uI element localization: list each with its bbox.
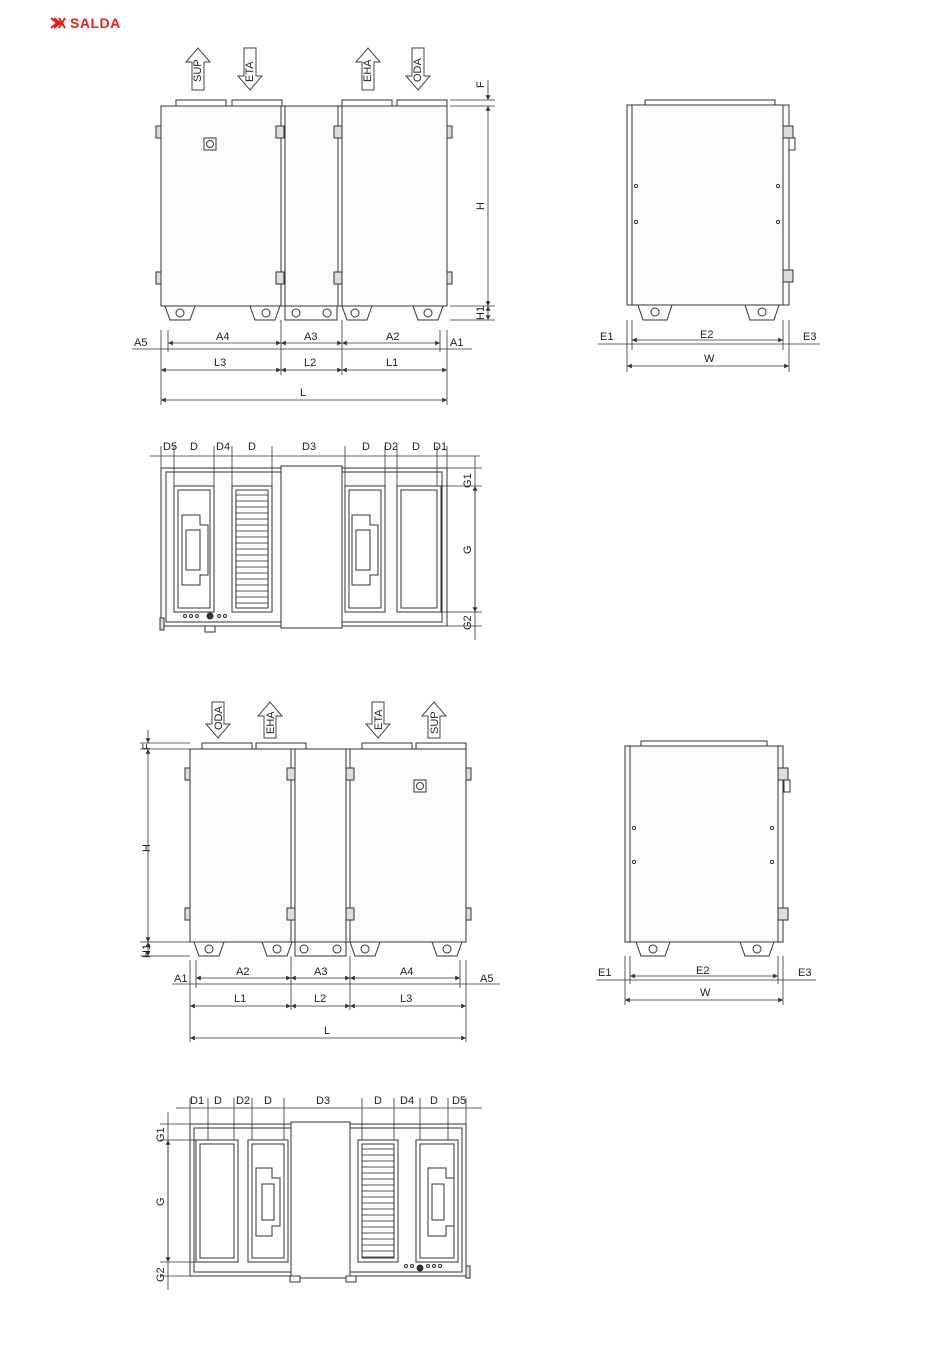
- dim-E3: E3: [803, 331, 817, 343]
- dim-A4: A4: [216, 331, 230, 343]
- dim-D2: D2: [384, 441, 399, 453]
- side-view-2: [625, 741, 790, 956]
- dim-G2: G2: [462, 615, 474, 630]
- dim-A4: A4: [400, 966, 414, 978]
- arrow-label: EHA: [362, 59, 374, 82]
- dim-D: D: [264, 1095, 272, 1107]
- arrow-label: SUP: [192, 59, 204, 82]
- arrow-label: SUP: [429, 711, 441, 734]
- plan-view-1: [160, 466, 447, 632]
- arrow-label: ETA: [244, 61, 256, 82]
- airflow-arrows-1: [186, 48, 430, 90]
- dim-D: D: [214, 1095, 222, 1107]
- dim-E3: E3: [798, 967, 812, 979]
- dim-F: F: [475, 81, 487, 88]
- dim-D3: D3: [302, 441, 317, 453]
- dim-L1: L1: [234, 993, 247, 1005]
- arrow-label: ODA: [412, 58, 424, 82]
- dim-D: D: [374, 1095, 382, 1107]
- dim-L: L: [300, 387, 307, 399]
- dim-D: D: [430, 1095, 438, 1107]
- dim-W: W: [704, 353, 715, 365]
- airflow-labels-2: [213, 706, 441, 735]
- dim-H1: H1: [141, 943, 153, 958]
- dim-W: W: [700, 987, 711, 999]
- dim-G1: G1: [462, 473, 474, 488]
- dim-D: D: [190, 441, 198, 453]
- dim-D4: D4: [216, 441, 231, 453]
- dim-A1: A1: [450, 337, 464, 349]
- arrow-label: EHA: [265, 711, 277, 734]
- dim-D5: D5: [163, 441, 178, 453]
- dim-A2: A2: [386, 331, 400, 343]
- dim-D: D: [248, 441, 256, 453]
- dim-A3: A3: [304, 331, 318, 343]
- dim-D1: D1: [190, 1095, 205, 1107]
- dim-E2: E2: [700, 329, 714, 341]
- arrow-label: ETA: [373, 709, 385, 730]
- dimension-labels-side-1: [600, 329, 816, 365]
- dim-L2: L2: [314, 993, 327, 1005]
- dim-D5: D5: [452, 1095, 467, 1107]
- dim-F: F: [141, 743, 153, 750]
- dim-D1: D1: [433, 441, 448, 453]
- dim-A5: A5: [134, 337, 148, 349]
- dim-H: H: [141, 844, 153, 852]
- dim-G: G: [155, 1197, 167, 1206]
- dim-D4: D4: [400, 1095, 415, 1107]
- dim-G: G: [462, 545, 474, 554]
- dim-D: D: [412, 441, 420, 453]
- airflow-arrows-2: [206, 702, 446, 738]
- dim-E1: E1: [598, 967, 612, 979]
- brand-name: SALDA: [70, 15, 121, 31]
- dim-A5: A5: [480, 973, 494, 985]
- dim-H1: H1: [475, 305, 487, 320]
- dim-G1: G1: [155, 1127, 167, 1142]
- front-view-2: [185, 743, 471, 956]
- dim-H: H: [475, 202, 487, 210]
- dim-D2: D2: [236, 1095, 251, 1107]
- arrow-label: ODA: [213, 706, 225, 730]
- dim-D3: D3: [316, 1095, 331, 1107]
- dim-L3: L3: [400, 993, 413, 1005]
- dim-A3: A3: [314, 966, 328, 978]
- dim-A2: A2: [236, 966, 250, 978]
- dim-G2: G2: [155, 1267, 167, 1282]
- dim-E1: E1: [600, 331, 614, 343]
- dim-A1: A1: [174, 973, 188, 985]
- dim-L3: L3: [214, 357, 227, 369]
- dim-L2: L2: [304, 357, 317, 369]
- dim-L: L: [324, 1025, 331, 1037]
- dim-E2: E2: [696, 965, 710, 977]
- side-view-1: [627, 100, 795, 320]
- dim-D: D: [362, 441, 370, 453]
- airflow-labels-1: [192, 58, 424, 83]
- plan-view-2: [190, 1122, 470, 1282]
- front-view-1: [156, 100, 452, 320]
- dim-L1: L1: [386, 357, 399, 369]
